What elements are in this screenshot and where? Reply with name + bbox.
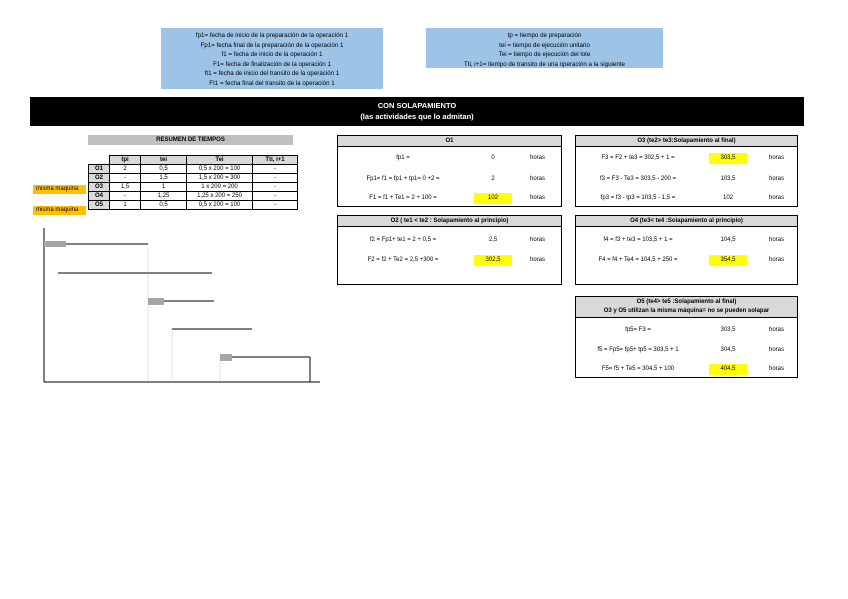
calc-row <box>576 364 797 375</box>
cell: 1,5 x 200 = 300 <box>187 174 253 183</box>
unit: horas <box>530 176 546 182</box>
formula: f5 = Fp5= fp5+ tp5 = 303,5 + 1 <box>597 347 679 353</box>
op-cell: O1 <box>89 165 110 174</box>
legend-dates <box>161 28 383 89</box>
value: 304,5 <box>720 347 736 353</box>
formula: F3 = F2 + te3 = 302,5 + 1 = <box>601 155 675 161</box>
formula: F2 = f2 + Te2 = 2,5 +300 = <box>367 257 439 263</box>
formula: f3 = F3 - Te3 = 303,5 - 200 = <box>599 176 677 182</box>
unit: horas <box>769 257 785 263</box>
cell: - <box>253 183 298 192</box>
panel-subtitle: O3 y O5 utilizan la misma máquina= no se pueden solapar <box>603 308 770 314</box>
same-machine-tag: misma maquina <box>33 185 86 194</box>
value: 2,5 <box>488 237 498 243</box>
legend-line: Tei = tiempo de ejecución del lote <box>498 51 591 59</box>
value: 102 <box>722 195 733 201</box>
formula: F4 = f4 + Te4 = 104,5 + 250 = <box>598 257 678 263</box>
summary-table <box>88 155 298 210</box>
cell: - <box>110 192 141 201</box>
unit: horas <box>769 176 785 182</box>
panel-title-line: O5 (te4> te5 :Solapamiento al final) <box>636 299 737 305</box>
unit: horas <box>769 366 785 372</box>
op-cell: O3 <box>89 183 110 192</box>
result-value: 354,5 <box>709 255 747 266</box>
calc-row <box>338 193 561 204</box>
formula: f2 = Fp1+ te1 = 2 + 0,5 = <box>369 237 437 243</box>
o3-panel <box>575 135 798 207</box>
formula: F5= f5 + Te5 = 304,5 + 100 <box>601 366 675 372</box>
gantt-setup-o1 <box>44 241 66 247</box>
formula: fp5= F3 = <box>625 327 651 333</box>
banner-title: CON SOLAPAMIENTO <box>377 101 457 110</box>
calc-row <box>338 174 561 185</box>
table-row <box>89 201 298 210</box>
calc-row <box>338 153 561 164</box>
op-cell: O5 <box>89 201 110 210</box>
table-row <box>89 165 298 174</box>
result-value: 303,5 <box>709 153 747 164</box>
unit: horas <box>769 347 785 353</box>
unit: horas <box>530 155 546 161</box>
formula: fp3 = f3 - tp3 = 103,5 - 1,5 = <box>600 195 676 201</box>
result-value: 404,5 <box>709 364 747 375</box>
value: 2 <box>491 176 495 182</box>
panel-title: O2 ( te1 < te2 : Solapamiento al principio) <box>338 216 561 227</box>
calc-row <box>576 235 797 246</box>
cell: - <box>253 192 298 201</box>
formula: fp1 = <box>396 155 410 161</box>
formula: f4 = f3 + te3 = 103,5 + 1 = <box>603 237 673 243</box>
value: 103,5 <box>720 176 736 182</box>
table-row <box>89 174 298 183</box>
gantt-setup-o5 <box>220 354 232 361</box>
o5-panel <box>575 296 798 378</box>
summary-title: RESUMEN DE TIEMPOS <box>88 135 293 145</box>
panel-title: O3 (te2> te3:Solapamiento al final) <box>576 136 797 147</box>
same-machine-tag: misma maquina <box>33 206 86 215</box>
table-row <box>89 192 298 201</box>
banner-subtitle: (las actividades que lo admitan) <box>360 112 474 121</box>
o2-panel <box>337 215 562 285</box>
unit: horas <box>530 237 546 243</box>
col-header: Tti, i+1 <box>253 156 298 165</box>
legend-line: ft1 = fecha de inicio del transito de la operación 1 <box>204 70 340 78</box>
calc-row <box>576 153 797 164</box>
value: 303,5 <box>720 327 736 333</box>
cell: 0,5 <box>141 201 187 210</box>
cell: 2 <box>110 165 141 174</box>
panel-title: O4 (te3< te4 :Solapamiento al principio) <box>576 216 797 227</box>
value: 104,5 <box>720 237 736 243</box>
table-row <box>89 183 298 192</box>
legend-line: tei = tiempo de ejecución unitario <box>499 41 590 49</box>
gantt-setup-o3 <box>148 298 164 305</box>
panel-title <box>576 297 797 318</box>
unit: horas <box>530 195 546 201</box>
calc-row <box>576 174 797 185</box>
cell: - <box>253 201 298 210</box>
cell: 1,25 <box>141 192 187 201</box>
col-header: tei <box>141 156 187 165</box>
calc-row <box>576 345 797 356</box>
formula: Fp1= f1 = fp1 + tp1= 0 +2 = <box>366 176 440 182</box>
cell: - <box>253 165 298 174</box>
calc-row <box>576 193 797 204</box>
calc-row <box>338 255 561 266</box>
corner-cell <box>89 156 110 165</box>
col-header: Tei <box>187 156 253 165</box>
cell: 1,25 x 200 = 250 <box>187 192 253 201</box>
cell: 0,5 x 200 = 100 <box>187 201 253 210</box>
gantt-chart <box>38 226 322 386</box>
legend-line: Fp1= fecha final de la preparación de la operación 1 <box>200 41 344 49</box>
legend-line: F1= fecha de finalización de la operación 1 <box>213 60 331 68</box>
formula: F1 = f1 + Te1 = 2 + 100 = <box>369 195 437 201</box>
legend-times <box>426 28 663 68</box>
result-value: 302,5 <box>474 255 512 266</box>
cell: 1,5 <box>141 174 187 183</box>
unit: horas <box>530 257 546 263</box>
op-cell: O2 <box>89 174 110 183</box>
o4-panel <box>575 215 798 285</box>
calc-row <box>576 325 797 336</box>
col-header: tpi <box>110 156 141 165</box>
unit: horas <box>769 195 785 201</box>
legend-line: tp = tiempo de preparación <box>507 32 582 39</box>
cell: - <box>253 174 298 183</box>
cell: 1 x 200 = 200 <box>187 183 253 192</box>
op-cell: O4 <box>89 192 110 201</box>
unit: horas <box>769 155 785 161</box>
legend-line: Ft1 = fecha final del transito de la operación 1 <box>209 79 335 87</box>
legend-line: Tti, i+1= tiempo de transito de una operación a la siguiente <box>464 60 625 68</box>
cell: - <box>110 174 141 183</box>
value: 0 <box>491 155 495 161</box>
calc-row <box>338 235 561 246</box>
cell: 1,5 <box>110 183 141 192</box>
calc-row <box>576 255 797 266</box>
unit: horas <box>769 237 785 243</box>
cell: 0,5 <box>141 165 187 174</box>
o1-panel <box>337 135 562 207</box>
section-banner <box>30 97 804 126</box>
cell: 1 <box>110 201 141 210</box>
cell: 0,5 x 200 = 100 <box>187 165 253 174</box>
legend-line: fp1= fecha de inicio de la preparación de la operación 1 <box>195 32 349 39</box>
table-header-row <box>89 156 298 165</box>
unit: horas <box>769 327 785 333</box>
panel-title: O1 <box>338 136 561 147</box>
legend-line: f1 = fecha de inicio de la operación 1 <box>221 51 323 59</box>
cell: 1 <box>141 183 187 192</box>
result-value: 102 <box>474 193 512 204</box>
